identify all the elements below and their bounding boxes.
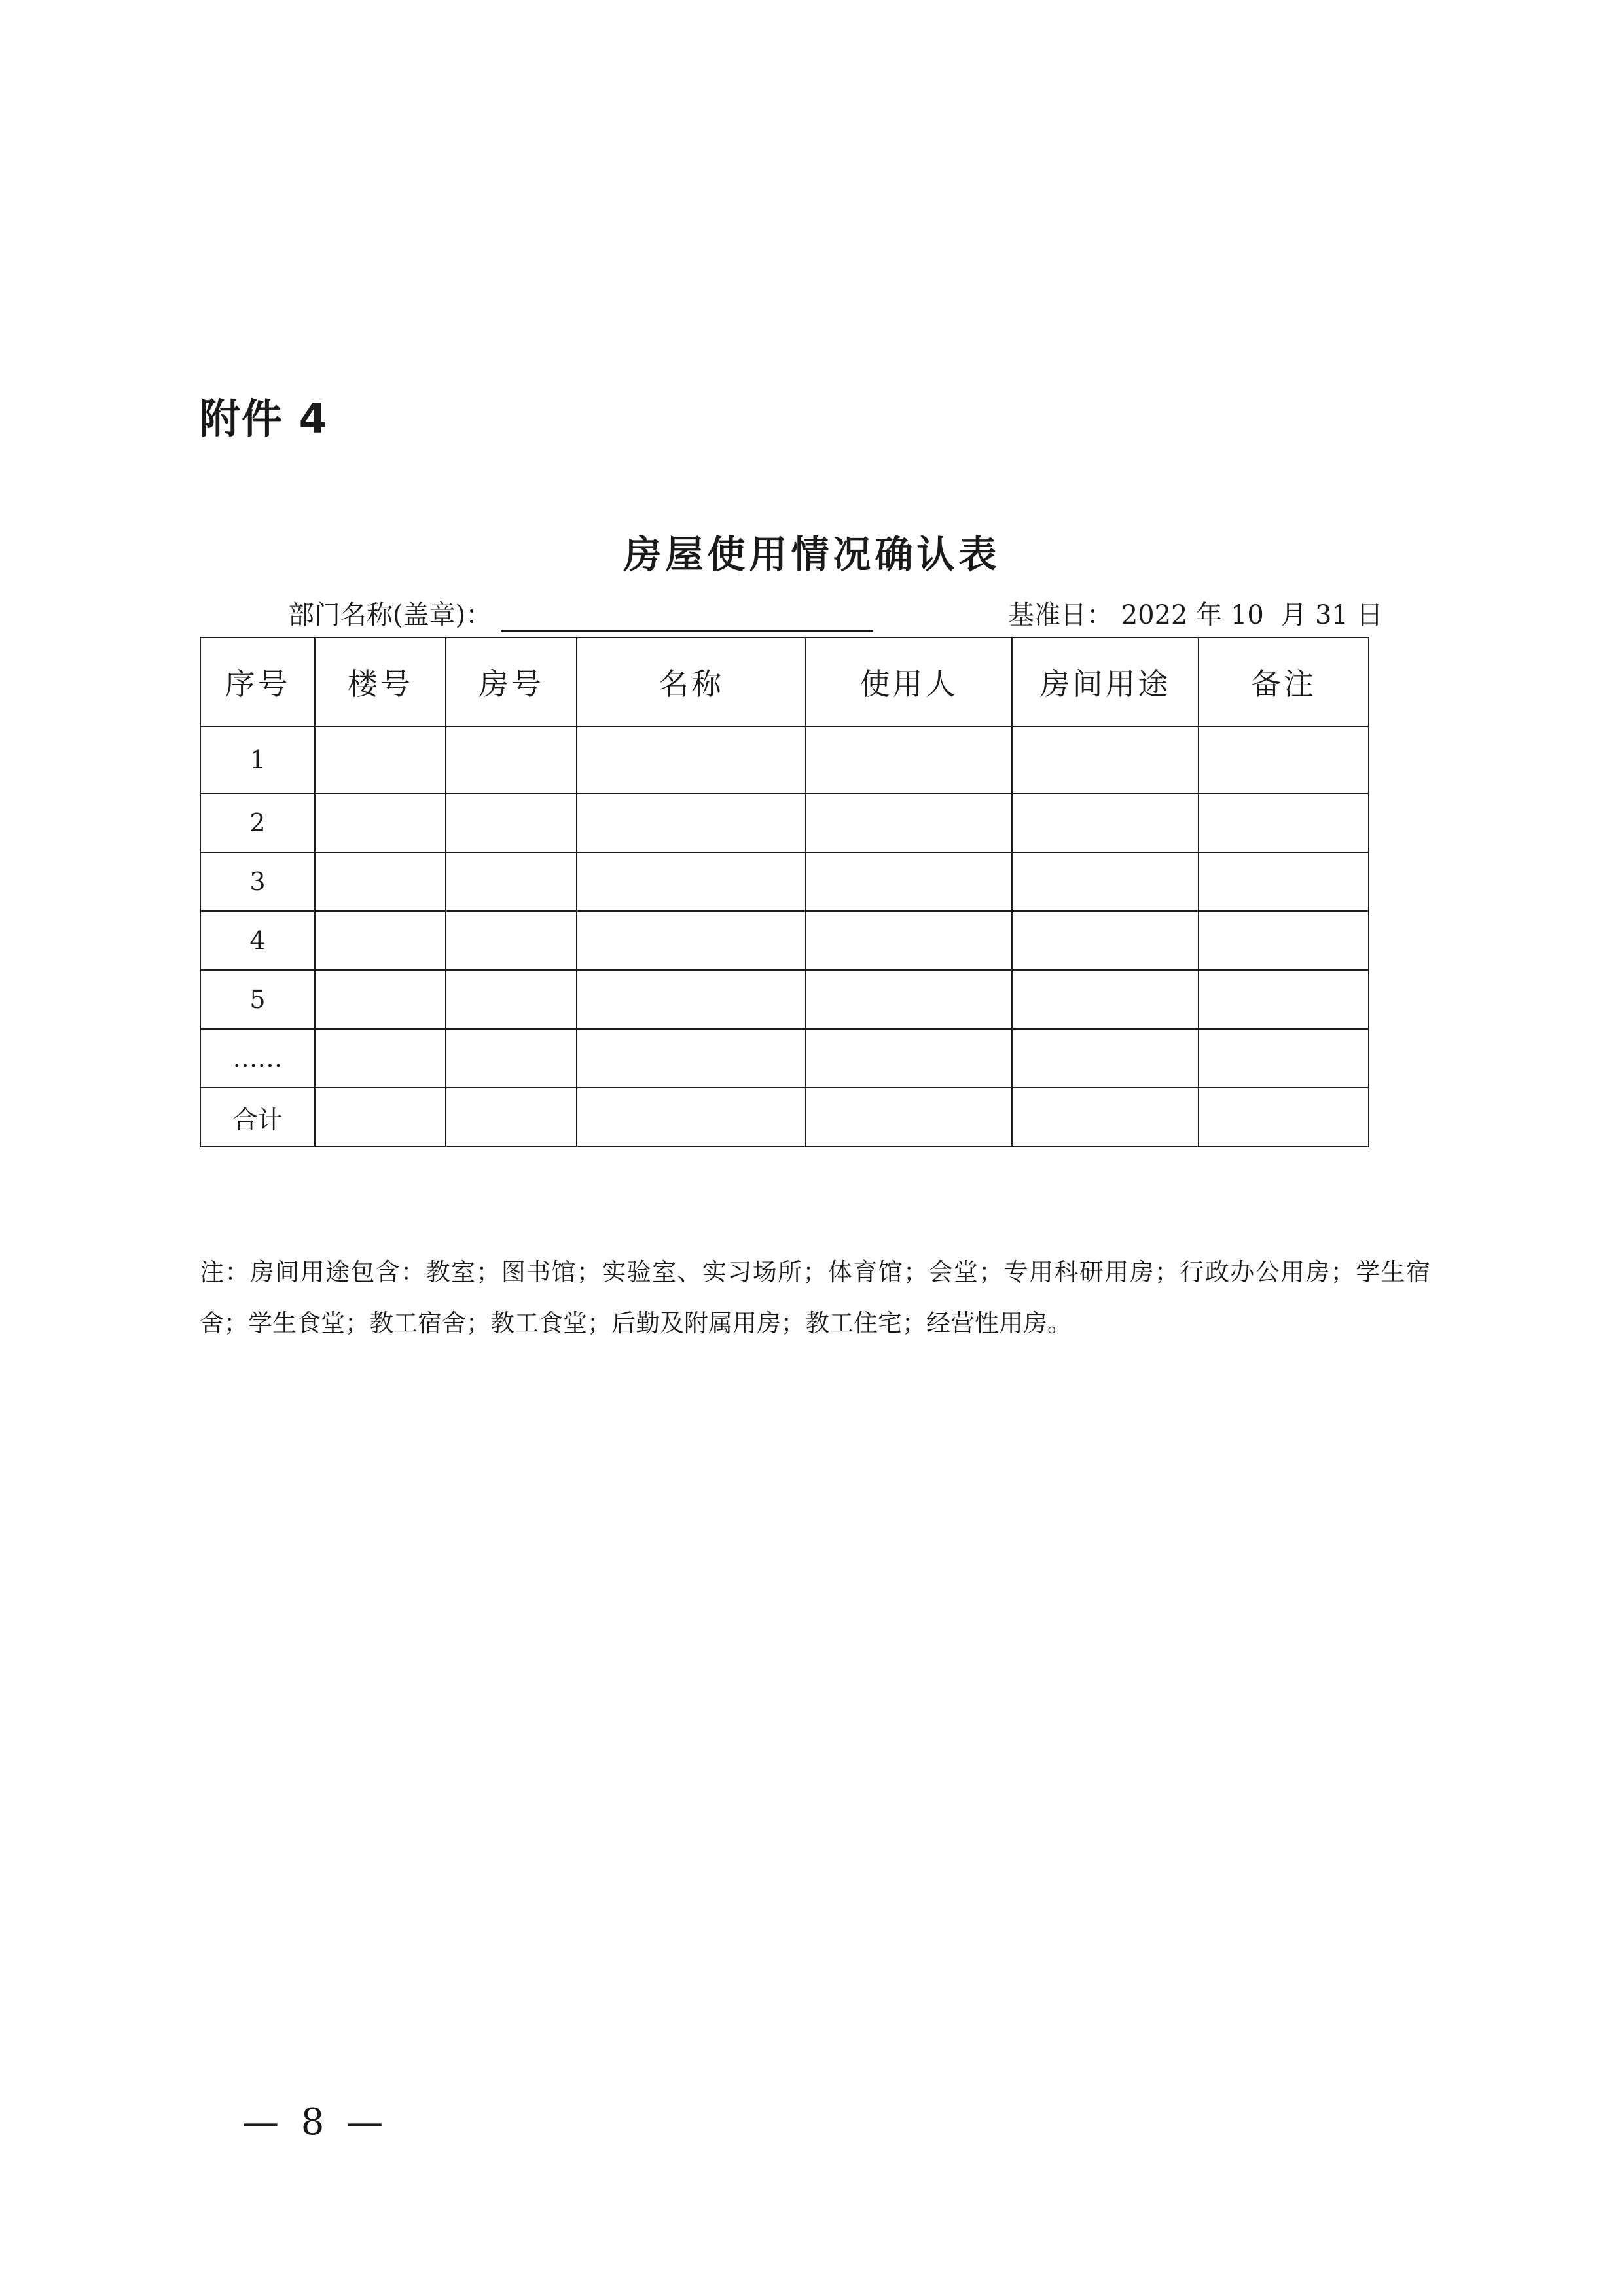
name-cell[interactable]: [577, 911, 806, 970]
table-row: [200, 852, 1369, 911]
base-date: 基准日： 2022 年 10 月 31 日: [1008, 600, 1383, 630]
table-row: [200, 970, 1369, 1029]
purpose-cell[interactable]: [1012, 726, 1199, 793]
building-cell[interactable]: [315, 970, 446, 1029]
header-building-number: 楼号: [315, 637, 446, 726]
department-label: 部门名称(盖章)：: [288, 600, 492, 630]
header-remarks: 备注: [1199, 637, 1369, 726]
room-cell[interactable]: [446, 726, 577, 793]
usage-note: 注：房间用途包含：教室；图书馆；实验室、实习场所；体育馆；会堂；专用科研用房；行政办公用房；学生宿舍；学生食堂；教工宿舍；教工食堂；后勤及附属用房；教工住宅；经营性用房。: [200, 1258, 1430, 1337]
remarks-cell[interactable]: [1199, 1088, 1369, 1147]
building-cell[interactable]: [315, 1029, 446, 1088]
department-line: [288, 594, 873, 632]
purpose-cell[interactable]: [1012, 793, 1199, 852]
header-room-number: 房号: [446, 637, 577, 726]
user-cell[interactable]: [806, 793, 1012, 852]
user-cell[interactable]: [806, 852, 1012, 911]
user-cell[interactable]: [806, 970, 1012, 1029]
remarks-cell[interactable]: [1199, 970, 1369, 1029]
table-header-row: [200, 637, 1369, 726]
table-row: [200, 793, 1369, 852]
purpose-cell[interactable]: [1012, 852, 1199, 911]
remarks-cell[interactable]: [1199, 1029, 1369, 1088]
remarks-cell[interactable]: [1199, 911, 1369, 970]
header-room-purpose: 房间用途: [1012, 637, 1199, 726]
purpose-cell[interactable]: [1012, 1088, 1199, 1147]
room-cell[interactable]: [446, 1029, 577, 1088]
serial-cell: 1: [200, 726, 315, 793]
remarks-cell[interactable]: [1199, 852, 1369, 911]
table-total-row: [200, 1088, 1369, 1147]
remarks-cell[interactable]: [1199, 793, 1369, 852]
attachment-label: 附件 4: [200, 395, 329, 442]
header-serial-number: 序号: [200, 637, 315, 726]
name-cell[interactable]: [577, 726, 806, 793]
room-cell[interactable]: [446, 970, 577, 1029]
building-cell[interactable]: [315, 852, 446, 911]
building-cell[interactable]: [315, 911, 446, 970]
department-name-field[interactable]: [501, 604, 873, 632]
purpose-cell[interactable]: [1012, 911, 1199, 970]
building-cell[interactable]: [315, 793, 446, 852]
remarks-cell[interactable]: [1199, 726, 1369, 793]
header-name: 名称: [577, 637, 806, 726]
name-cell[interactable]: [577, 852, 806, 911]
user-cell[interactable]: [806, 1088, 1012, 1147]
user-cell[interactable]: [806, 911, 1012, 970]
serial-cell: 5: [200, 970, 315, 1029]
user-cell[interactable]: [806, 726, 1012, 793]
room-cell[interactable]: [446, 852, 577, 911]
room-cell[interactable]: [446, 911, 577, 970]
table-row: [200, 1029, 1369, 1088]
purpose-cell[interactable]: [1012, 970, 1199, 1029]
room-usage-table: [200, 637, 1369, 1147]
name-cell[interactable]: [577, 793, 806, 852]
building-cell[interactable]: [315, 726, 446, 793]
room-cell[interactable]: [446, 1088, 577, 1147]
user-cell[interactable]: [806, 1029, 1012, 1088]
serial-cell: 4: [200, 911, 315, 970]
purpose-cell[interactable]: [1012, 1029, 1199, 1088]
total-label-cell: 合计: [200, 1088, 315, 1147]
name-cell[interactable]: [577, 1088, 806, 1147]
building-cell[interactable]: [315, 1088, 446, 1147]
serial-cell: ……: [200, 1029, 315, 1088]
name-cell[interactable]: [577, 1029, 806, 1088]
table-row: [200, 911, 1369, 970]
page-number: — 8 —: [242, 2101, 389, 2144]
serial-cell: 3: [200, 852, 315, 911]
name-cell[interactable]: [577, 970, 806, 1029]
table-row: [200, 726, 1369, 793]
serial-cell: 2: [200, 793, 315, 852]
room-cell[interactable]: [446, 793, 577, 852]
header-user: 使用人: [806, 637, 1012, 726]
form-title: 房屋使用情况确认表: [623, 532, 1001, 577]
